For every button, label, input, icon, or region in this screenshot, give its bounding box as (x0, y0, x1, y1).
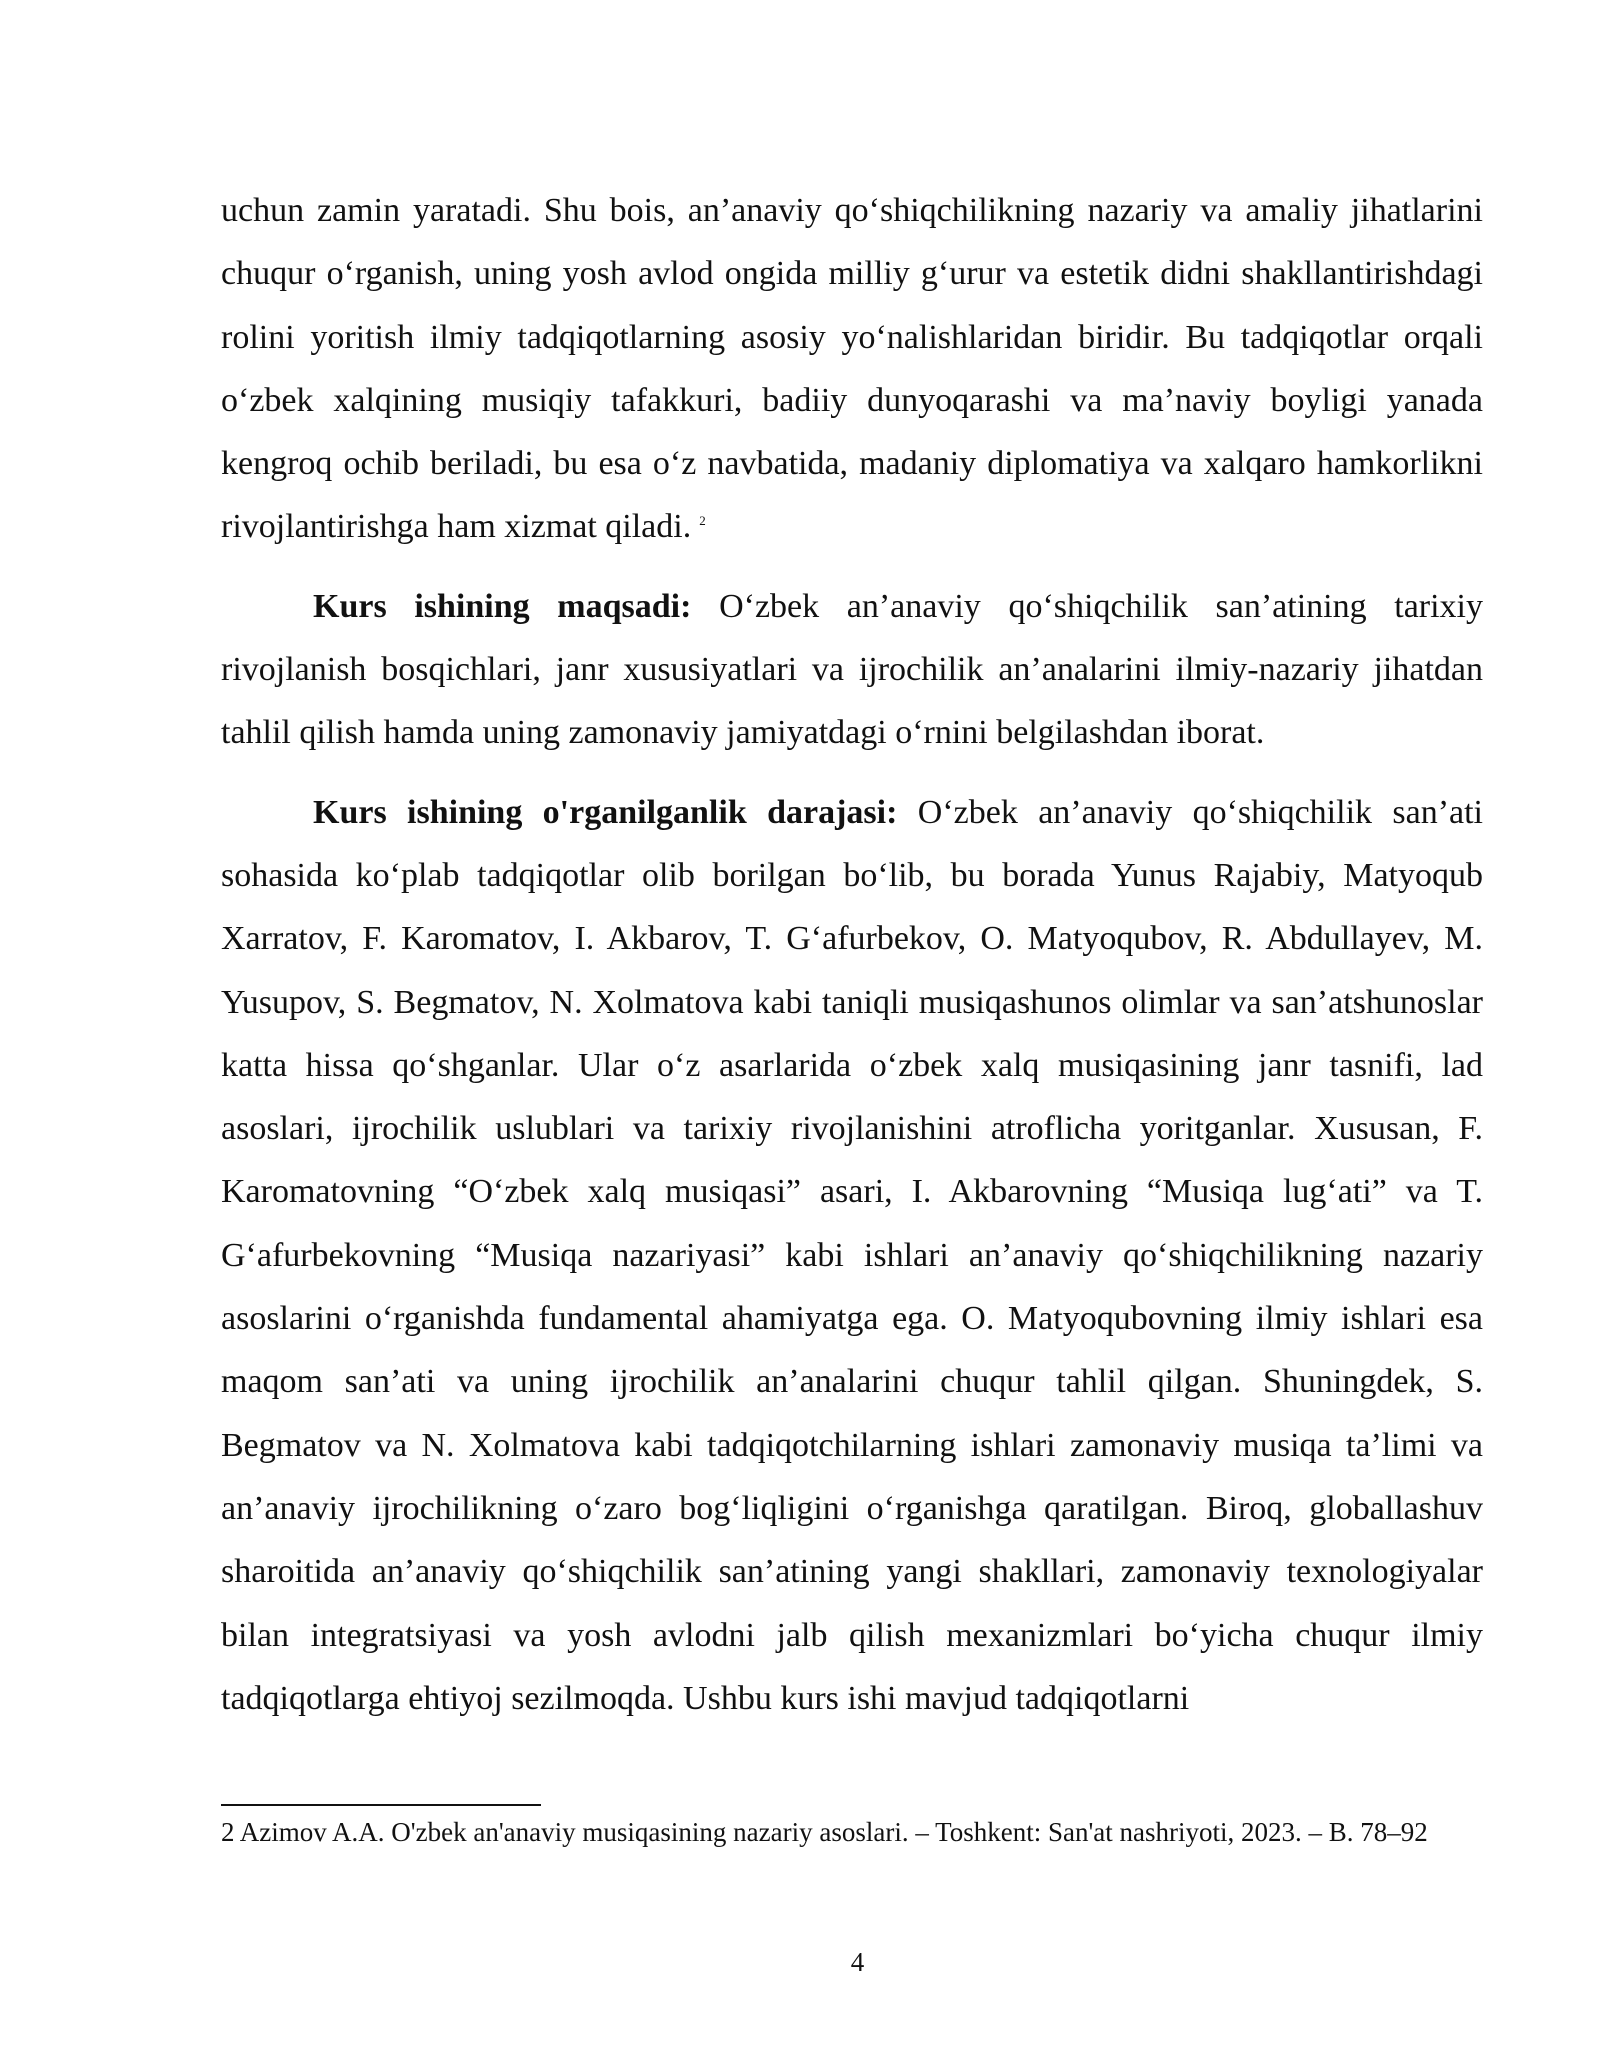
page-number: 4 (850, 1947, 865, 1977)
paragraph-aim (221, 575, 1483, 765)
paragraph-text: O‘zbek an’anaviy qo‘shiqchilik san’atining tarixiy rivojlanish bosqichlari, janr xususiyatlari va ijrochilik an’analarini ilmiy-nazariy jihatdan tahlil qilish hamda uning zamonaviy jamiyatdagi o‘rnini belgilashdan iborat. (221, 587, 1484, 752)
paragraph-text: uchun zamin yaratadi. Shu bois, an’anaviy qo‘shiqchilikning nazariy va amaliy jihatlarini chuqur o‘rganish, uning yosh avlod ongida milliy g‘urur va estetik didni shakllantirishdagi rolini yoritish ilmiy tadqiqotlarning asosiy yo‘nalishlaridan biridir. Bu tadqiqotlar orqali o‘zbek xalqining musiqiy tafakkuri, badiiy dunyoqarashi va ma’naviy boyligi yanada kengroq ochib beriladi, bu esa o‘z navbatida, madaniy diplomatiya va xalqaro hamkorlikni rivojlantirishga ham xizmat qiladi. (221, 192, 1483, 546)
paragraph-text: O‘zbek an’anaviy qo‘shiqchilik san’ati sohasida ko‘plab tadqiqotlar olib borilgan bo‘lib, bu borada Yunus Rajabiy, Matyoqub Xarratov, F. Karomatov, I. Akbarov, T. G‘afurbekov, O. Matyoqubov, R. Abdullayev, M. Yusupov, S. Begmatov, N. Xolmatova kabi taniqli musiqashunos olimlar va san’atshunoslar katta hissa qo‘shganlar. Ular o‘z asarlarida o‘zbek xalq musiqasining janr tasnifi, lad asoslari, ijrochilik uslublari va tarixiy rivojlanishini atroflicha yoritganlar. Xususan, F. Karomatovning “O‘zbek xalq musiqasi” asari, I. Akbarovning “Musiqa lug‘ati” va T. G‘afurbekovning “Musiqa nazariyasi” kabi ishlari an’anaviy qo‘shiqchilikning nazariy asoslarini o‘rganishda fundamental ahamiyatga ega. O. Matyoqubovning ilmiy ishlari esa maqom san’ati va uning ijrochilik an’analarini chuqur tahlil qilgan. Shuningdek, S. Begmatov va N. Xolmatova kabi tadqiqotchilarning ishlari zamonaviy musiqa ta’limi va an’anaviy ijrochilikning o‘zaro bog‘liqligini o‘rganishga qaratilgan. Biroq, globallashuv sharoitida an’anaviy qo‘shiqchilik san’atining yangi shakllari, zamonaviy texnologiyalar bilan integratsiyasi va yosh avlodni jalb qilish mexanizmlari bo‘yicha chuqur ilmiy tadqiqotlarga ehtiyoj sezilmoqda. Ushbu kurs ishi mavjud tadqiqotlarni (221, 793, 1483, 1717)
paragraph-literature-review (221, 781, 1483, 1730)
footnote-reference[interactable]: 2 (699, 513, 706, 529)
body-text (221, 179, 1483, 1730)
paragraph-continuation (221, 179, 1483, 559)
paragraph-heading: Kurs ishining o'rganilganlik darajasi: (313, 793, 898, 831)
footnote-separator (221, 1804, 541, 1806)
footnote: 2 Azimov A.A. O'zbek an'anaviy musiqasining nazariy asoslari. – Toshkent: San'at nashriyoti, 2023. – B. 78–92 (221, 1817, 1428, 1847)
paragraph-heading: Kurs ishining maqsadi: (313, 587, 692, 625)
